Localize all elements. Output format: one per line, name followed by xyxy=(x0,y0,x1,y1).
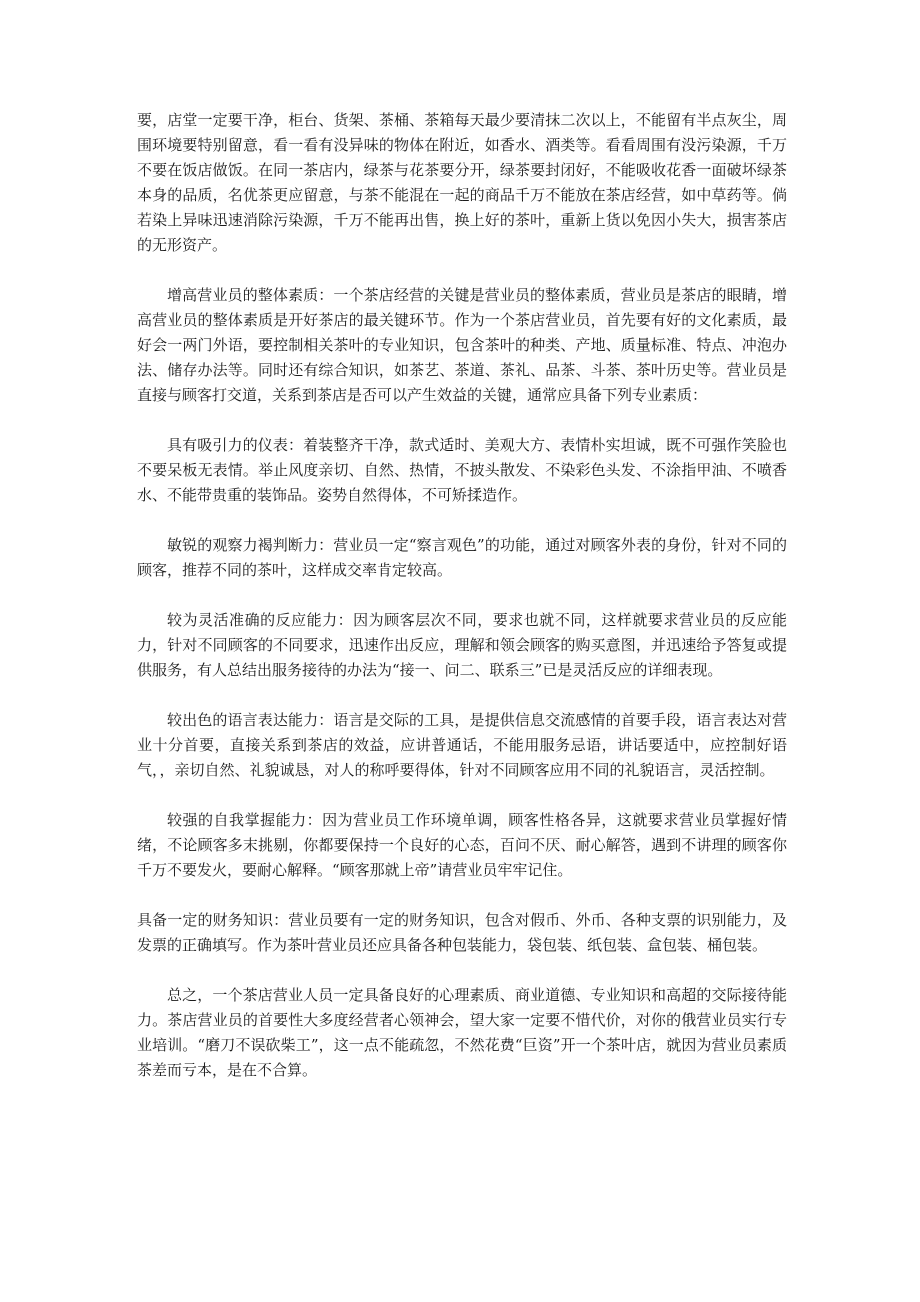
paragraph-self-control: 较强的自我掌握能力：因为营业员工作环境单调，顾客性格各异，这就要求营业员掌握好情绪，不论顾客多末挑剔，你都要保持一个良好的心态，百问不厌、耐心解答，遇到不讲理的顾客你千万不要发火，要耐心解释。“顾客那就上帝”请营业员牢牢记住。 xyxy=(137,811,787,879)
document-body xyxy=(137,108,787,1108)
paragraph-reaction: 较为灵活准确的反应能力：因为顾客层次不同，要求也就不同，这样就要求营业员的反应能力，针对不同顾客的不同要求，迅速作出反应，理解和领会顾客的购买意图，并迅速给予答复或提供服务，有人总结出服务接待的办法为“接一、问二、联系三”已是灵活反应的详细表现。 xyxy=(137,611,787,679)
paragraph-staff-quality: 增高营业员的整体素质：一个茶店经营的关键是营业员的整体素质，营业员是茶店的眼睛，增高营业员的整体素质是开好茶店的最关键环节。作为一个茶店营业员，首先要有好的文化素质，最好会一两门外语，要控制相关茶叶的专业知识，包含茶叶的种类、产地、质量标准、特点、冲泡办法、储存办法等。同时还有综合知识，如茶艺、茶道、茶礼、品茶、斗茶、茶叶历史等。营业员是直接与顾客打交道，关系到茶店是否可以产生效益的关键，通常应具备下列专业素质： xyxy=(137,286,787,404)
paragraph-conclusion: 总之，一个茶店营业人员一定具备良好的心理素质、商业道德、专业知识和高超的交际接待能力。茶店营业员的首要性大多度经营者心领神会，望大家一定要不惜代价，对你的俄营业员实行专业培训。“磨刀不误砍柴工”，这一点不能疏忽，不然花费“巨资”开一个茶叶店，就因为营业员素质茶差而亏本，是在不合算。 xyxy=(137,986,787,1079)
paragraph-observation: 敏锐的观察力褐判断力：营业员一定“察言观色”的功能，通过对顾客外表的身份，针对不同的顾客，推荐不同的茶叶，这样成交率肯定较高。 xyxy=(137,536,787,579)
paragraph-finance: 具备一定的财务知识：营业员要有一定的财务知识，包含对假币、外币、各种支票的识别能力，及发票的正确填写。作为茶叶营业员还应具备各种包装能力，袋包装、纸包装、盒包装、桶包装。 xyxy=(137,911,787,954)
paragraph-store-cleanliness: 要，店堂一定要干净，柜台、货架、茶桶、茶箱每天最少要清抹二次以上，不能留有半点灰尘，周围环境要特别留意，看一看有没异味的物体在附近，如香水、酒类等。看看周围有没污染源，千万不要在饭店做饭。在同一茶店内，绿茶与花茶要分开，绿茶要封闭好，不能吸收花香一面破坏绿茶本身的品质，名优茶更应留意，与茶不能混在一起的商品千万不能放在茶店经营，如中草药等。倘若染上异味迅速消除污染源，千万不能再出售，换上好的茶叶，重新上货以免因小失大，损害茶店的无形资产。 xyxy=(137,111,787,254)
paragraph-appearance: 具有吸引力的仪表：着装整齐干净，款式适时、美观大方、表情朴实坦诚，既不可强作笑脸也不要呆板无表情。举止风度亲切、自然、热情，不披头散发、不染彩色头发、不涂指甲油、不喷香水、不能带贵重的装饰品。姿势自然得体，不可矫揉造作。 xyxy=(137,436,787,504)
paragraph-language: 较出色的语言表达能力：语言是交际的工具，是提供信息交流感情的首要手段，语言表达对营业十分首要，直接关系到茶店的效益，应讲普通话，不能用服务忌语，讲话要适中，应控制好语气，，亲切自然、礼貌诚恳，对人的称呼要得体，针对不同顾客应用不同的礼貌语言，灵活控制。 xyxy=(137,711,787,779)
